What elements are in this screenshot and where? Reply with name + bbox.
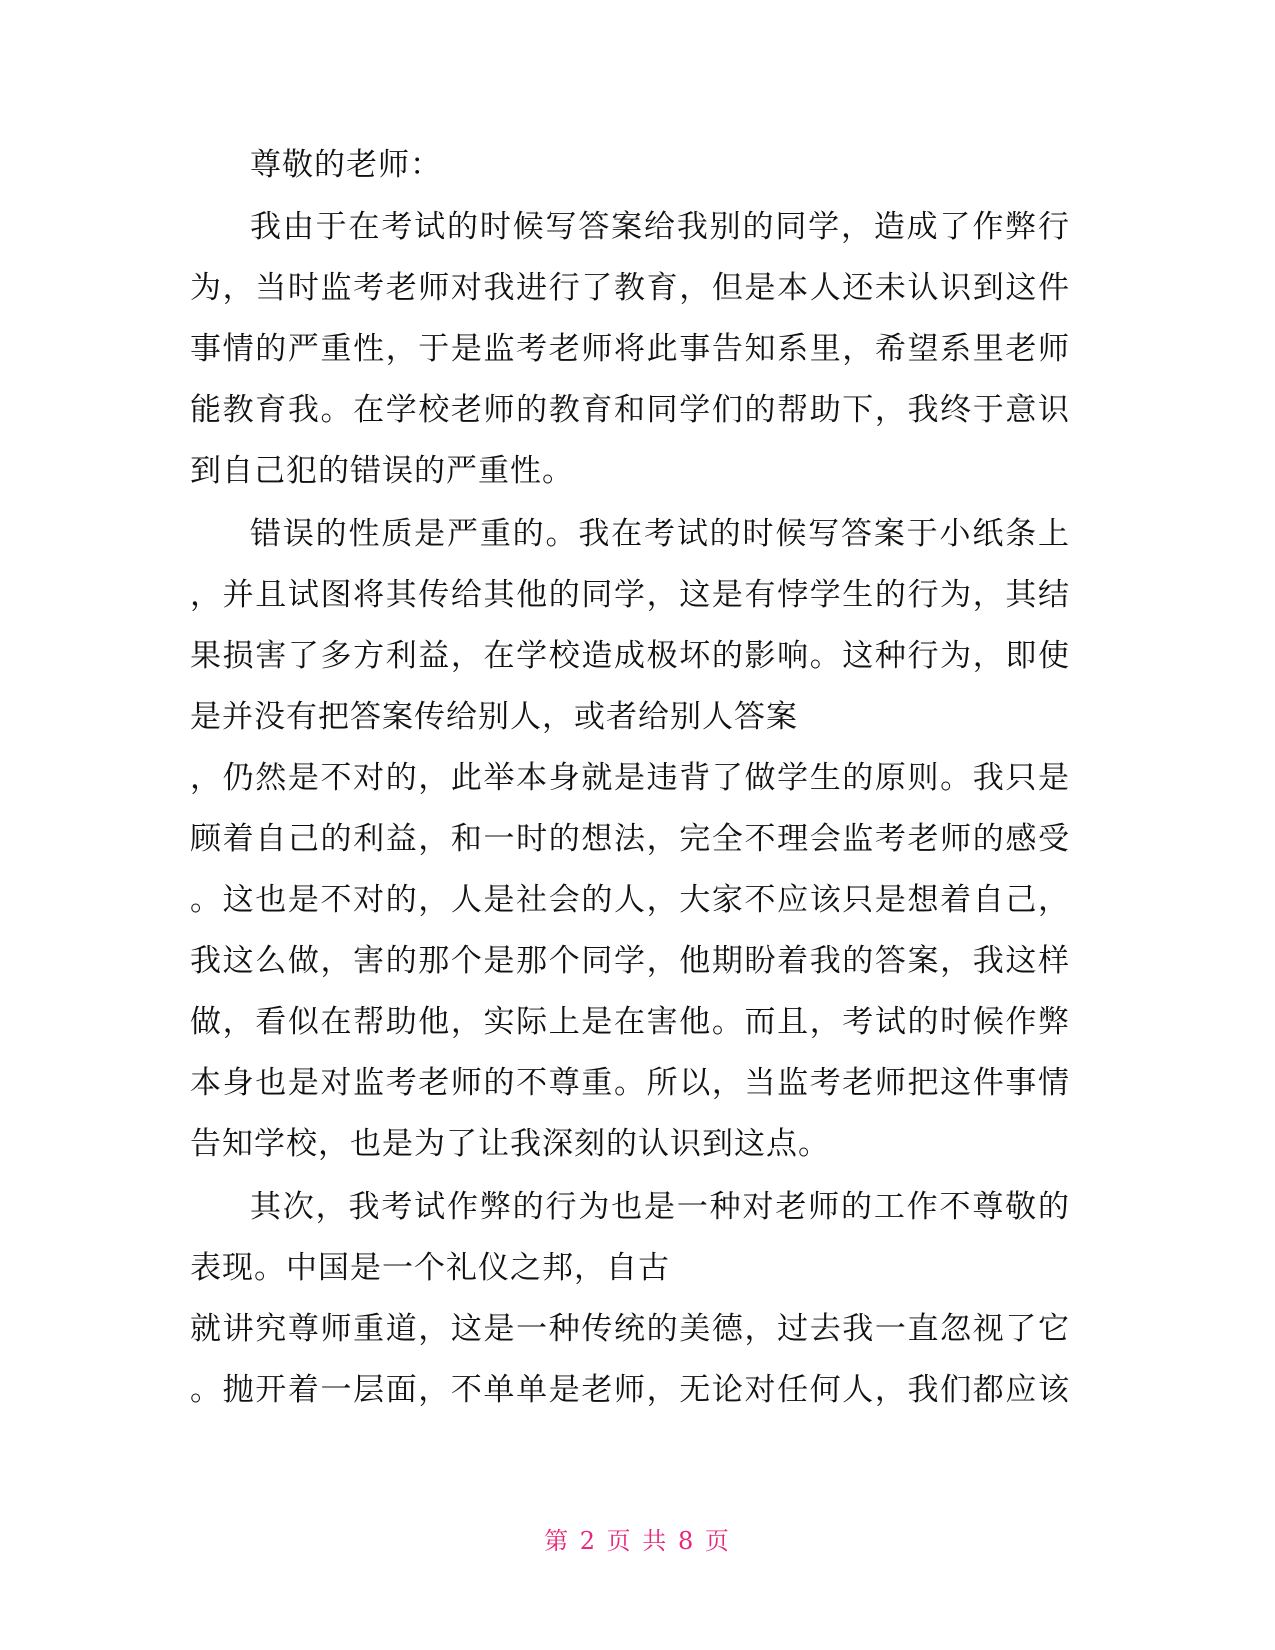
paragraph-line: 表现。中国是一个礼仪之邦，自古 xyxy=(190,1250,670,1286)
salutation: 尊敬的老师： xyxy=(250,147,442,183)
paragraph-line: 。抛开着一层面，不单单是老师，无论对任何人，我们都应该 xyxy=(190,1372,1070,1408)
paragraph-line: ，仍然是不对的，此举本身就是违背了做学生的原则。我只是 xyxy=(190,760,1070,796)
paragraph-line: 其次，我考试作弊的行为也是一种对老师的工作不尊敬的 xyxy=(250,1189,1070,1225)
paragraph-line: 果损害了多方利益，在学校造成极坏的影响。这种行为，即使 xyxy=(190,638,1070,674)
page-number-footer: 第 2 页 共 8 页 xyxy=(544,1527,731,1555)
paragraph-line: 。这也是不对的，人是社会的人，大家不应该只是想着自己， xyxy=(190,882,1070,918)
paragraph-line: 告知学校，也是为了让我深刻的认识到这点。 xyxy=(190,1126,830,1162)
paragraph-line: 是并没有把答案传给别人，或者给别人答案 xyxy=(190,699,798,735)
paragraph-line: 顾着自己的利益，和一时的想法，完全不理会监考老师的感受 xyxy=(190,821,1070,857)
paragraph-line: 就讲究尊师重道，这是一种传统的美德，过去我一直忽视了它 xyxy=(190,1311,1070,1347)
paragraph-line: 能教育我。在学校老师的教育和同学们的帮助下，我终于意识 xyxy=(190,392,1070,428)
paragraph-line: 事情的严重性，于是监考老师将此事告知系里，希望系里老师 xyxy=(190,331,1070,367)
paragraph-line: 我由于在考试的时候写答案给我别的同学，造成了作弊行 xyxy=(250,209,1070,245)
paragraph-line: 为，当时监考老师对我进行了教育，但是本人还未认识到这件 xyxy=(190,270,1070,306)
paragraph-line: ，并且试图将其传给其他的同学，这是有悖学生的行为，其结 xyxy=(190,577,1070,613)
paragraph-line: 错误的性质是严重的。我在考试的时候写答案于小纸条上 xyxy=(250,516,1070,552)
paragraph-line: 我这么做，害的那个是那个同学，他期盼着我的答案，我这样 xyxy=(190,943,1070,979)
paragraph-line: 到自己犯的错误的严重性。 xyxy=(190,453,574,489)
paragraph-line: 做，看似在帮助他，实际上是在害他。而且，考试的时候作弊 xyxy=(190,1004,1070,1040)
paragraph-line: 本身也是对监考老师的不尊重。所以，当监考老师把这件事情 xyxy=(190,1065,1070,1101)
